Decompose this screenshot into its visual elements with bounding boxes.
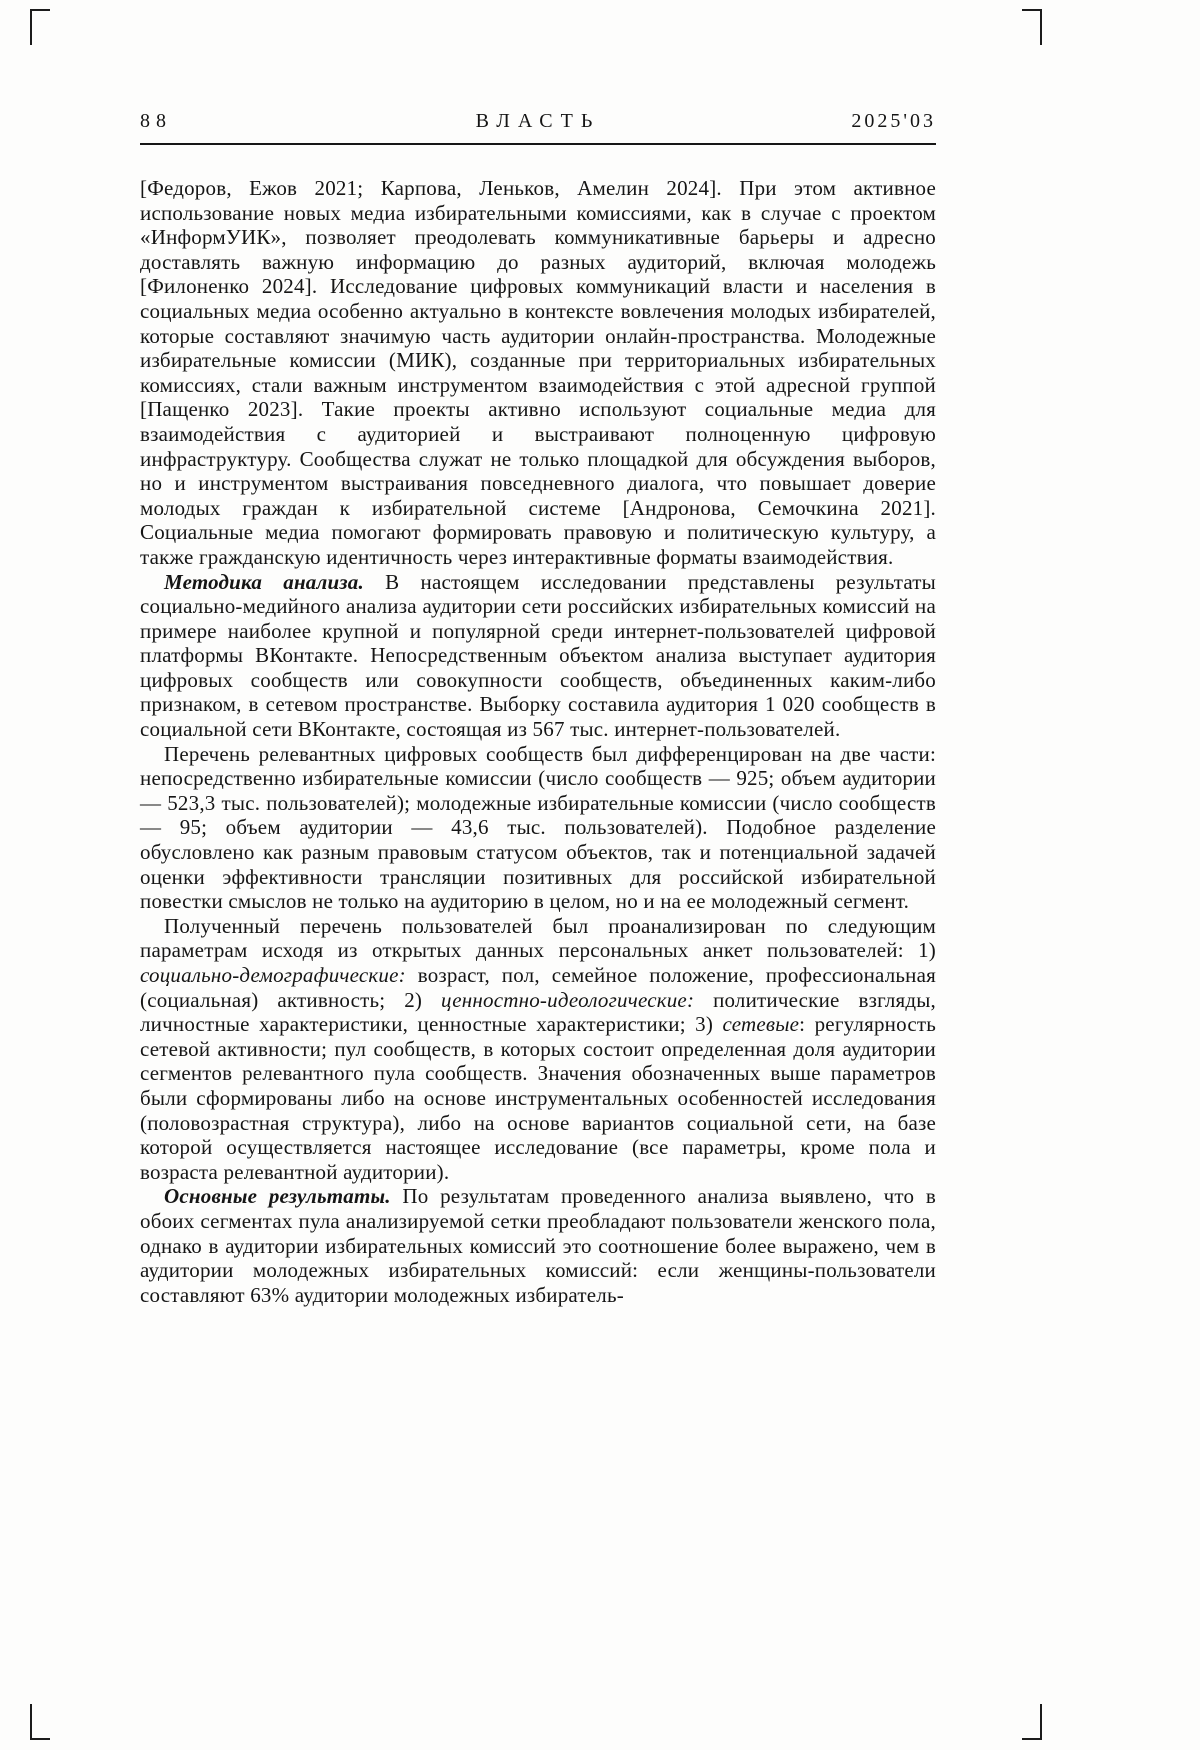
emphasized-term: ценностно-идеологические: xyxy=(441,987,695,1012)
text-segment: [Федоров, Ежов 2021; Карпова, Леньков, Амелин 2024]. При этом активное использование новых медиа избирательными комиссиями, как в случае с проектом «ИнформУИК», позволяет преодолевать коммуникативные барьеры и адресно доставлять важную информацию до разных аудиторий, включая молодежь [Филоненко 2024]. Исследование цифровых коммуникаций власти и населения в социальных медиа особенно актуально в контексте вовлечения молодых избирателей, которые составляют значимую часть аудитории онлайн-пространства. Молодежные избирательные комиссии (МИК), созданные при территориальных избирательных комиссиях, стали важным инструментом взаимодействия с этой адресной группой [Пащенко 2023]. Такие проекты активно используют социальные медиа для взаимодействия с аудиторией и выстраивают полноценную цифровую инфраструктуру. Сообщества служат не только площадкой для обсуждения выборов, но и инструментом выстраивания повседневного диалога, что повышает доверие молодых граждан к избирательной системе [Андронова, Семочкина 2021]. Социальные медиа помогают формировать правовую и политическую культуру, а также гражданскую идентичность через интерактивные форматы взаимодействия. xyxy=(140,176,936,569)
running-head xyxy=(140,110,936,145)
crop-mark-bottom-left xyxy=(30,1704,50,1740)
article-body xyxy=(140,176,936,1307)
paragraph xyxy=(140,914,936,1185)
text-segment: Перечень релевантных цифровых сообществ был дифференцирован на две части: непосредственно избирательные комиссии (число сообществ — 925; объем аудитории — 523,3 тыс. пользователей); молодежные избирательные комиссии (число сообществ — 95; объем аудитории — 43,6 тыс. пользователей). Подобное разделение обусловлено как разным правовым статусом объектов, так и потенциальной задачей оценки эффективности трансляции позитивных для российской избирательной повестки смыслов не только на аудиторию в целом, но и на ее молодежный сегмент. xyxy=(140,741,936,914)
issue-number: 2025'03 xyxy=(851,110,936,132)
text-segment: В настоящем исследовании представлены результаты социально-медийного анализа аудитории сети российских избирательных комиссий на примере наиболее крупной и популярной среди интернет-пользователей цифровой платформы ВКонтакте. Непосредственным объектом анализа выступает аудитория цифровых сообществ или совокупности сообществ, объединенных каким-либо признаком, в сетевом пространстве. Выборку составила аудитория 1 020 сообществ в социальной сети ВКонтакте, состоящая из 567 тыс. интернет-пользователей. xyxy=(140,569,936,742)
crop-mark-top-right xyxy=(1022,9,1042,45)
text-segment: возраст, пол, семейное положение, профессиональная (социальная) активность; 2) xyxy=(140,963,936,1012)
emphasized-term: сетевые xyxy=(722,1012,800,1037)
journal-title: ВЛАСТЬ xyxy=(475,110,601,132)
paragraph xyxy=(140,570,936,742)
paragraph-lead-in: Основные результаты. xyxy=(164,1184,391,1209)
text-segment: Полученный перечень пользователей был проанализирован по следующим параметрам исходя из открытых данных персональных анкет пользователей: 1) xyxy=(140,913,936,963)
emphasized-term: социально-демографические: xyxy=(140,963,406,987)
paragraph xyxy=(140,1184,936,1307)
text-segment: политические взгляды, личностные характеристики, ценностные характеристики; 3) xyxy=(140,987,936,1037)
paragraph-lead-in: Методика анализа. xyxy=(164,569,364,594)
paragraph xyxy=(140,176,936,570)
paragraph xyxy=(140,742,936,914)
page-number: 88 xyxy=(140,110,172,132)
crop-mark-top-left xyxy=(30,9,50,45)
crop-mark-bottom-right xyxy=(1022,1704,1042,1740)
text-segment: : регулярность сетевой активности; пул сообществ, в которых состоит определенная доля аудитории сегментов релевантного пула сообществ. Значения обозначенных выше параметров были сформированы либо на основе инструментальных особенностей исследования (половозрастная структура), либо на основе вариантов социальной сети, на базе которой осуществляется настоящее исследование (все параметры, кроме пола и возраста релевантной аудитории). xyxy=(140,1012,936,1184)
text-segment: По результатам проведенного анализа выявлено, что в обоих сегментах пула анализируемой сетки преобладают пользователи женского пола, однако в аудитории избирательных комиссий это соотношение более выражено, чем в аудитории молодежных избирательных комиссий: если женщины-пользователи составляют 63% аудитории молодежных избиратель- xyxy=(140,1184,937,1307)
